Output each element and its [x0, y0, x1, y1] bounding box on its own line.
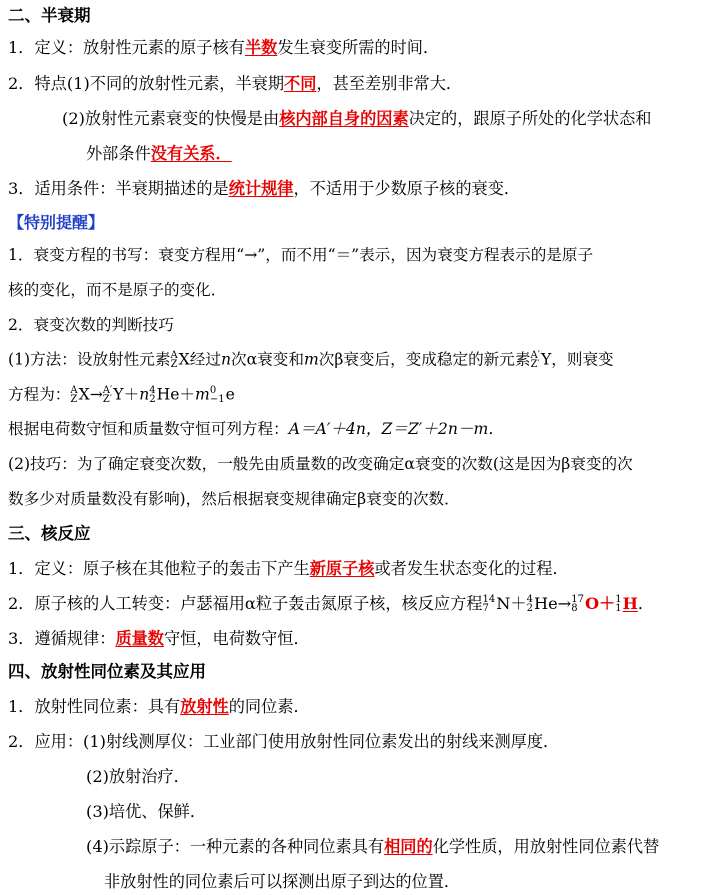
atomic-number: Z′ [102, 393, 113, 405]
text: 或者发生状态变化的过程． [374, 559, 569, 578]
nuclide-scripts [170, 352, 177, 369]
mass-number: 4 [149, 385, 156, 396]
tip-technique-line-2: 数多少对质量数没有影响)，然后根据衰变规律确定β衰变的次数． [8, 490, 460, 508]
text: (4)示踪原子：一种元素的各种同位素具有 [86, 837, 385, 856]
atomic-number: 1 [615, 602, 622, 614]
nuclide-scripts [210, 387, 225, 404]
nuclide-scripts [103, 387, 113, 404]
half-life-applicability [8, 181, 520, 197]
text: 3．适用条件：半衰期描述的是 [8, 179, 229, 198]
text: 1．放射性同位素：具有 [8, 697, 181, 716]
text: 根据电荷数守恒和质量数守恒可列方程： [8, 420, 289, 438]
symbol-h-answer: H [622, 594, 638, 613]
mass-number: 17 [571, 594, 584, 605]
answer-blank: 相同的 [384, 837, 433, 856]
var-m: m [195, 385, 210, 404]
isotope-application-3: (3)培优、保鲜． [86, 802, 207, 821]
text: ，不适用于少数原子核的衰变． [293, 179, 521, 198]
section-title-isotopes: 四、放射性同位素及其应用 [8, 662, 206, 681]
symbol-n: N＋ [496, 594, 527, 613]
tip-equation-line [8, 387, 235, 404]
conservation-equation: A＝A′＋4n，Z＝Z′＋2n－m． [288, 420, 504, 438]
tip-line-3: 2．衰变次数的判断技巧 [8, 316, 174, 334]
mass-number: 0 [209, 385, 217, 396]
mass-number: A [170, 350, 178, 361]
isotope-application-4-cont: 非放射性的同位素后可以探测出原子到达的位置． [104, 872, 461, 891]
atomic-number: −1 [209, 393, 225, 405]
text: ，则衰变 [551, 350, 614, 369]
text: ，甚至差别非常大． [316, 74, 463, 93]
text: (1)方法：设放射性元素 [8, 350, 171, 369]
var-m: m [303, 350, 319, 369]
text: 2．原子核的人工转变：卢瑟福用α粒子轰击氮原子核，核反应方程 [8, 594, 483, 613]
answer-blank: 半数 [244, 38, 278, 57]
atomic-number: Z [70, 393, 78, 405]
mass-number: 1 [615, 594, 622, 605]
symbol-y: Y＋ [113, 385, 140, 404]
answer-blank: 质量数 [115, 629, 164, 648]
nuclide-scripts [571, 596, 584, 613]
atomic-number: Z′ [530, 358, 540, 370]
symbol-e: e [225, 385, 235, 404]
text: 决定的，跟原子所处的化学状态和 [408, 109, 652, 128]
nuclear-reaction-definition [8, 561, 569, 577]
answer-blank: 放射性 [180, 697, 229, 716]
tip-method-line [8, 352, 614, 369]
text: 外部条件 [86, 144, 151, 163]
nuclide-scripts [527, 596, 533, 613]
text: ． [637, 594, 655, 613]
atomic-number: 8 [571, 602, 578, 614]
text: 次α衰变和 [231, 350, 304, 369]
answer-blank: 没有关系． [150, 144, 232, 163]
atomic-number: 2 [149, 393, 156, 405]
nuclide-scripts [149, 387, 155, 404]
isotope-application-1: 2．应用：(1)射线测厚仪：工业部门使用放射性同位素发出的射线来测厚度． [8, 732, 560, 751]
tip-line-1: 1．衰变方程的书写：衰变方程用“→”，而不用“＝”表示，因为衰变方程表示的是原子 [8, 246, 594, 264]
symbol-y: Y [540, 350, 552, 369]
text: 发生衰变所需的时间． [277, 38, 440, 57]
half-life-feature-1 [8, 76, 462, 92]
var-n: n [139, 385, 150, 404]
tip-technique-line: (2)技巧：为了确定衰变次数，一般先由质量数的改变确定α衰变的次数(这是因为β衰变的次 [8, 455, 633, 473]
mass-number: 14 [482, 594, 496, 605]
nuclide-scripts [482, 596, 495, 613]
answer-blank: 不同 [284, 74, 317, 93]
mass-number: A [70, 385, 78, 396]
half-life-feature-2 [62, 111, 652, 127]
mass-number: A′ [530, 350, 540, 361]
text: 守恒，电荷数守恒． [164, 629, 310, 648]
text: 1．定义：原子核在其他粒子的轰击下产生 [8, 559, 310, 578]
text: 3．遵循规律： [8, 629, 116, 648]
special-tip-title: 【特别提醒】 [8, 213, 105, 232]
mass-number: A′ [102, 385, 113, 396]
isotope-application-4 [86, 839, 659, 855]
symbol-he: He→ [533, 594, 572, 613]
nuclide-scripts [70, 387, 77, 404]
symbol-x: X [178, 350, 190, 369]
tip-line-2: 核的变化，而不是原子的变化． [8, 281, 227, 299]
answer-blank: 核内部自身的因素 [279, 109, 409, 128]
isotope-application-2: (2)放射治疗． [86, 767, 190, 786]
text: 的同位素． [228, 697, 310, 716]
tip-conservation-line [8, 422, 504, 438]
answer-blank: 统计规律 [228, 179, 294, 198]
text: (2)放射性元素衰变的快慢是由 [62, 109, 280, 128]
var-n: n [220, 350, 232, 369]
text: 化学性质，用放射性同位素代替 [432, 837, 660, 856]
atomic-number: 7 [482, 602, 489, 614]
atomic-number: Z [170, 358, 178, 370]
text: 次β衰变后，变成稳定的新元素 [318, 350, 531, 369]
section-title-half-life: 二、半衰期 [8, 6, 91, 25]
text: 经过 [189, 350, 221, 369]
nuclear-reaction-rules [8, 631, 310, 647]
half-life-feature-2-cont [86, 146, 232, 162]
nuclide-scripts [530, 352, 540, 369]
atomic-number: 2 [526, 602, 533, 614]
text: 方程为： [8, 385, 71, 404]
nuclide-scripts [615, 596, 621, 613]
symbol-o-answer: O＋ [584, 594, 616, 613]
text: 1．定义：放射性元素的原子核有 [8, 38, 245, 57]
symbol-x: X→ [78, 385, 103, 404]
isotope-definition [8, 699, 310, 715]
answer-blank: 新原子核 [309, 559, 375, 578]
symbol-he: He＋ [156, 385, 196, 404]
artificial-transmutation-line [8, 596, 654, 613]
mass-number: 4 [526, 594, 533, 605]
section-title-nuclear-reaction: 三、核反应 [8, 524, 91, 543]
text: 2．特点(1)不同的放射性元素，半衰期 [8, 74, 285, 93]
half-life-definition [8, 40, 439, 56]
